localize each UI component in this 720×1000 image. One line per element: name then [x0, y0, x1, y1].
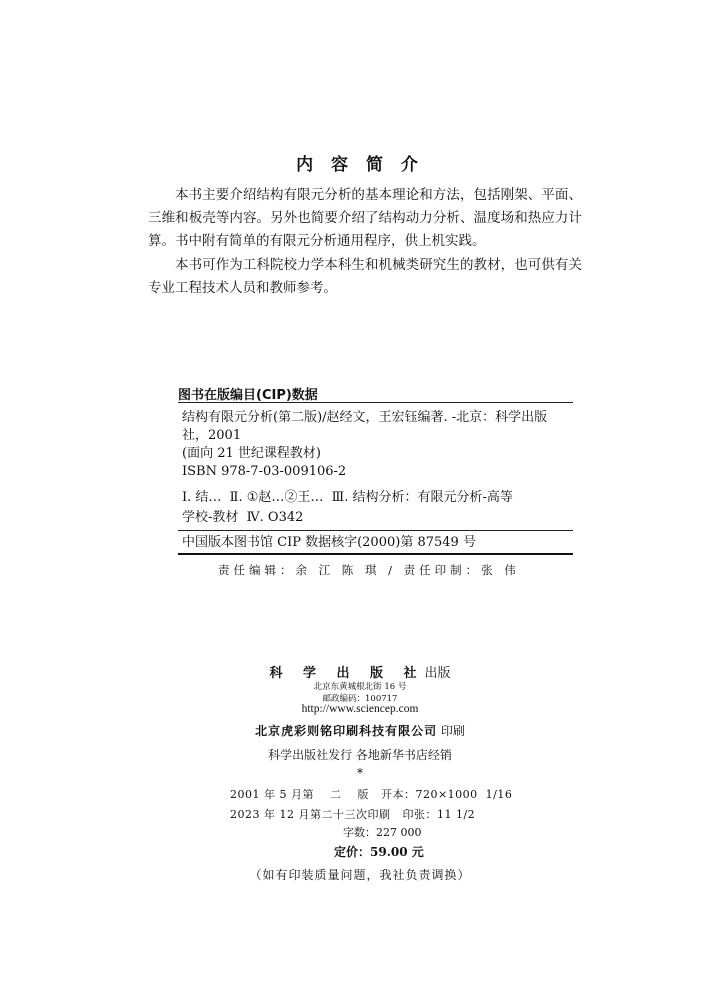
edition-line-1: 2001 年 5 月第 二 版 开本：720×1000 1/16: [230, 788, 513, 801]
cip-middle-rule: [178, 530, 573, 531]
word-count: 字数：227 000: [343, 826, 422, 839]
cip-entry-line-2: 社，2001: [182, 428, 242, 443]
cip-number: 中国版本图书馆 CIP 数据核字(2000)第 87549 号: [182, 535, 476, 550]
publisher-suffix: 出版: [424, 666, 451, 681]
summary-paragraph-2: 本书可作为工科院校力学本科生和机械类研究生的教材，也可供有关专业工程技术人员和教师参考。: [148, 257, 582, 296]
page-title: 内 容 简 介: [296, 155, 424, 175]
cip-isbn: ISBN 978-7-03-009106-2: [182, 464, 347, 479]
cip-heading: 图书在版编目(CIP)数据: [178, 388, 318, 403]
quality-note: （如有印装质量问题，我社负责调换）: [249, 868, 471, 882]
cip-subjects-line-1: Ⅰ. 结… Ⅱ. ①赵…②王… Ⅲ. 结构分析：有限元分析-高等: [182, 490, 513, 505]
price: 定价：59.00 元: [334, 845, 424, 859]
cip-series: (面向 21 世纪课程教材): [182, 446, 321, 461]
cip-entry-line-1: 结构有限元分析(第二版)/赵经文，王宏钰编著. -北京：科学出版: [182, 410, 548, 425]
cip-top-rule: [178, 402, 573, 403]
publisher-postcode: 邮政编码：100717: [322, 694, 398, 704]
printer-suffix: 印刷: [440, 724, 465, 738]
edition-line-2: 2023 年 12 月第二十三次印刷 印张：11 1/2: [230, 808, 476, 821]
distribution-line: 科学出版社发行 各地新华书店经销: [268, 748, 452, 762]
publisher-address: 北京东黄城根北街 16 号: [313, 682, 407, 692]
cip-subjects-line-2: 学校-教材 Ⅳ. O342: [182, 510, 304, 525]
printer-name: 北京虎彩则铭印刷科技有限公司: [255, 724, 438, 738]
separator-star: *: [357, 766, 363, 780]
publisher-name: 科 学 出 版 社: [269, 666, 425, 681]
publisher-line: [0, 662, 720, 681]
cip-bottom-rule: [178, 553, 573, 555]
publisher-url: http://www.sciencep.com: [301, 703, 419, 715]
printer-line: [0, 722, 720, 739]
editor-credits: 责任编辑：余 江 陈 琪 / 责任印制：张 伟: [218, 563, 520, 577]
summary-paragraph-1: 本书主要介绍结构有限元分析的基本理论和方法，包括刚架、平面、三维和板壳等内容。另外也简要介绍了结构动力分析、温度场和热应力计算。书中附有简单的有限元分析通用程序，供上机实践。: [148, 187, 582, 249]
